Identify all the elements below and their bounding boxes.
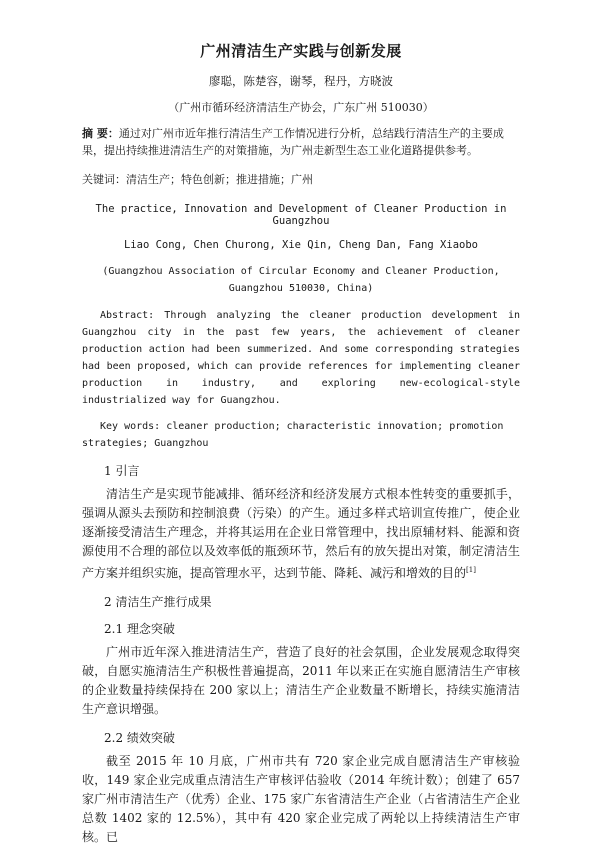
paper-title: 广州清洁生产实践与创新发展: [200, 42, 402, 60]
english-authors: Liao Cong, Chen Churong, Xie Qin, Cheng Dan, Fang Xiaobo: [123, 239, 478, 251]
keywords-cn: 关键词：清洁生产；特色创新；推进措施；广州: [82, 173, 313, 186]
abstract-cn-label: 摘 要：: [82, 127, 119, 140]
english-affiliation: (Guangzhou Association of Circular Economy and Cleaner Production, Guangzhou 510030, China): [102, 266, 500, 294]
section-intro-text: [82, 485, 520, 583]
english-keywords: Key words: cleaner production; characteristic innovation; promotion strategies; Guangzhou: [82, 421, 504, 449]
section-2-2-heading: 2.2 绩效突破: [104, 731, 175, 745]
citation-marker: [1]: [466, 566, 476, 574]
section-2-heading: 2 清洁生产推行成果: [104, 595, 212, 609]
abstract-cn: [82, 125, 520, 159]
paper-authors: 廖聪，陈楚容，谢琴，程丹，方晓波: [209, 74, 393, 88]
section-2-1-heading: 2.1 理念突破: [104, 622, 175, 636]
paper-affiliation: （广州市循环经济清洁生产协会，广东广州 510030）: [168, 101, 434, 114]
section-2-1-text: 广州市近年深入推进清洁生产，营造了良好的社会氛围，企业发展观念取得突破，自愿实施清洁生产积极性普遍提高，2011 年以来正在实施自愿清洁生产审核的企业数量持续保持在 200 家以上；清洁生产企业数量不断增长，持续实施清洁生产意识增强。: [82, 645, 520, 716]
abstract-cn-text: 通过对广州市近年推行清洁生产工作情况进行分析，总结践行清洁生产的主要成果，提出持续推进清洁生产的对策措施，为广州走新型生态工业化道路提供参考。: [82, 127, 504, 157]
intro-text: 清洁生产是实现节能减排、循环经济和经济发展方式根本性转变的重要抓手，强调从源头去预防和控制浪费（污染）的产生。通过多样式培训宣传推广，使企业逐渐接受清洁生产理念，并将其运用在企业日常管理中，找出原辅材料、能源和资源使用不合理的部位以及效率低的瓶颈环节，然后有的放矢提出对策，制定清洁生产方案并组织实施，提高管理水平，达到节能、降耗、减污和增效的目的: [82, 487, 520, 580]
english-abstract: Abstract: Through analyzing the cleaner production development in Guangzhou city in the past few years, the achievement of cleaner production action had been summerized. And some corresponding strategies had been proposed, which can provide references for implementing cleaner production in industry, and exploring new-ecological-style industrialized way for Guangzhou.: [82, 310, 520, 406]
section-intro-heading: 1 引言: [104, 464, 140, 478]
english-title: The practice, Innovation and Development of Cleaner Production in Guangzhou: [95, 203, 507, 227]
section-2-2-text: 截至 2015 年 10 月底，广州市共有 720 家企业完成自愿清洁生产审核验收，149 家企业完成重点清洁生产审核评估验收（2014 年统计数）；创建了 657 家广州市清洁生产（优秀）企业、175 家广东省清洁生产企业（占省清洁生产企业总数 1402 家的 12.5%），其中有 420 家企业完成了两轮以上持续清洁生产审核。已: [82, 754, 520, 844]
